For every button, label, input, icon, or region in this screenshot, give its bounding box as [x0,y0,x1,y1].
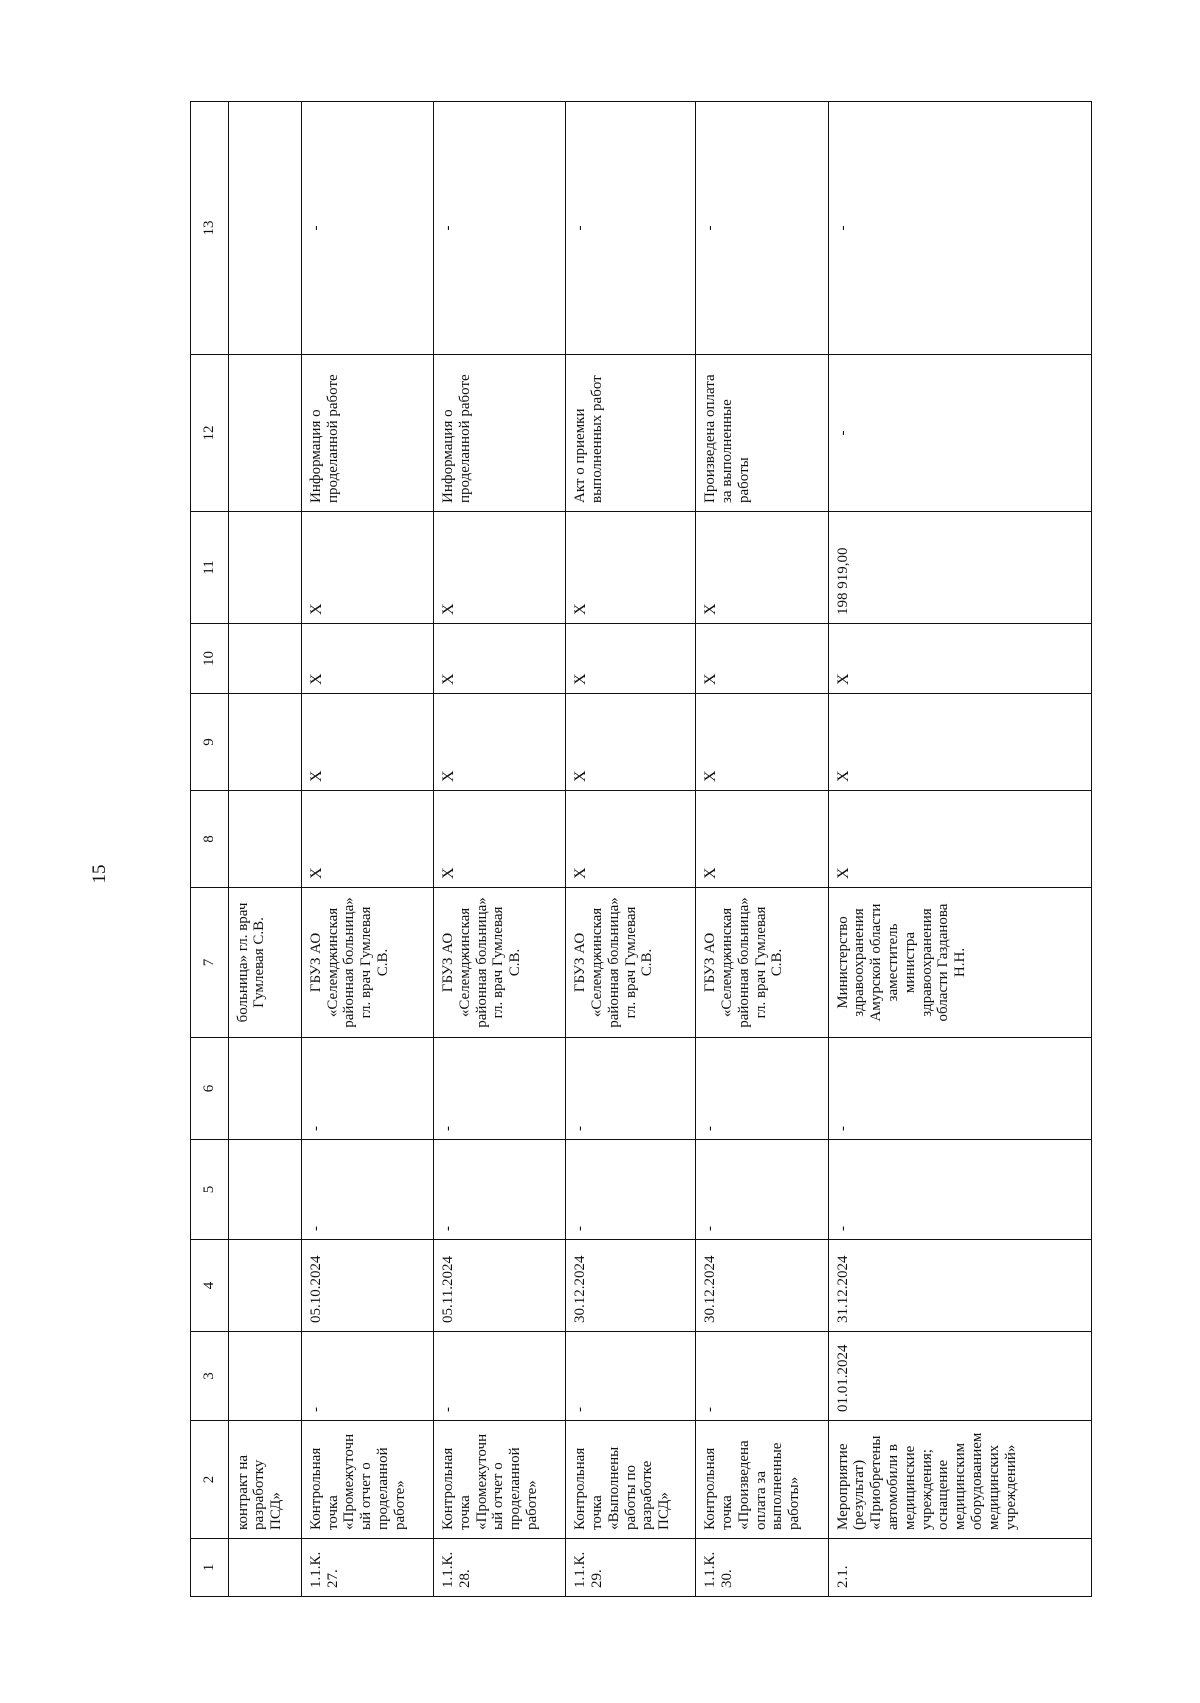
table-row [301,102,433,1597]
event-name-cell: Контрольная точка «Промежуточный отчет о проделанной работе» [433,1421,565,1539]
table-row [828,102,1091,1597]
cell-col11: X [301,512,433,624]
page-number: 15 [89,864,110,884]
cell-col8: X [696,791,828,888]
result-document-cell: - [828,355,1091,512]
cell-col11 [228,512,301,624]
result-document-cell: Информация о проделанной работе [433,355,565,512]
cell-col13 [228,102,301,355]
end-date-cell: 30.12.2024 [566,1240,696,1332]
table-row [566,102,696,1597]
end-date-cell: 30.12.2024 [696,1240,828,1332]
result-document-cell [228,355,301,512]
table-row [228,102,301,1597]
row-number-cell: 1.1.К. 29. [566,1539,696,1597]
cell-col13: - [696,102,828,355]
cell-col8: X [433,791,565,888]
start-date-cell: 01.01.2024 [828,1332,1091,1421]
end-date-cell: 05.10.2024 [301,1240,433,1332]
cell-col5 [228,1140,301,1240]
end-date-cell: 05.11.2024 [433,1240,565,1332]
responsible-cell: ГБУЗ АО «Селемджинская районная больница» гл. врач Гумлевая С.В. [566,888,696,1038]
column-number-row [191,102,229,1597]
funding-amount-cell: 198 919,00 [828,512,1091,624]
responsible-cell: ГБУЗ АО «Селемджинская районная больница» гл. врач Гумлевая С.В. [696,888,828,1038]
cell-col10 [228,624,301,694]
end-date-cell: 31.12.2024 [828,1240,1091,1332]
cell-col10: X [433,624,565,694]
responsible-cell: больница» гл. врач Гумлевая С.В. [228,888,301,1038]
cell-col5: - [828,1140,1091,1240]
result-document-cell: Акт о приемки выполненных работ [566,355,696,512]
cell-col10: X [696,624,828,694]
column-header: 6 [191,1038,229,1140]
row-number-cell: 2.1. [828,1539,1091,1597]
column-header: 2 [191,1421,229,1539]
column-header: 7 [191,888,229,1038]
start-date-cell: - [301,1332,433,1421]
row-number-cell: 1.1.К. 27. [301,1539,433,1597]
event-name-cell: Контрольная точка «Произведена оплата за выполненные работы» [696,1421,828,1539]
column-header: 12 [191,355,229,512]
cell-col9 [228,694,301,791]
result-document-cell: Произведена оплата за выполненные работы [696,355,828,512]
cell-col11: X [433,512,565,624]
cell-col9: X [433,694,565,791]
cell-col9: X [696,694,828,791]
row-number-cell: 1.1.К. 30. [696,1539,828,1597]
row-number-cell [228,1539,301,1597]
table-row [433,102,565,1597]
cell-col11: X [566,512,696,624]
result-document-cell: Информация о проделанной работе [301,355,433,512]
event-name-cell: Контрольная точка «Промежуточный отчет о проделанной работе» [301,1421,433,1539]
event-name-cell: Контрольная точка «Выполнены работы по разработке ПСД» [566,1421,696,1539]
cell-col6: - [433,1038,565,1140]
cell-col6 [228,1038,301,1140]
cell-col9: X [828,694,1091,791]
column-header: 11 [191,512,229,624]
cell-col6: - [301,1038,433,1140]
cell-col6: - [566,1038,696,1140]
column-header: 8 [191,791,229,888]
column-header: 4 [191,1240,229,1332]
start-date-cell [228,1332,301,1421]
cell-col5: - [566,1140,696,1240]
cell-col9: X [301,694,433,791]
cell-col10: X [566,624,696,694]
responsible-cell: ГБУЗ АО «Селемджинская районная больница» гл. врач Гумлевая С.В. [433,888,565,1038]
row-number-cell: 1.1.К. 28. [433,1539,565,1597]
start-date-cell: - [696,1332,828,1421]
responsible-cell: Министерство здравоохранения Амурской области заместитель министра здравоохранения области Газданова Н.Н. [828,888,1091,1038]
cell-col8: X [828,791,1091,888]
cell-col13: - [828,102,1091,355]
plan-table [190,101,1092,1597]
start-date-cell: - [566,1332,696,1421]
cell-col5: - [301,1140,433,1240]
end-date-cell [228,1240,301,1332]
column-header: 3 [191,1332,229,1421]
cell-col8: X [566,791,696,888]
responsible-cell: ГБУЗ АО «Селемджинская районная больница» гл. врач Гумлевая С.В. [301,888,433,1038]
column-header: 10 [191,624,229,694]
table-row [696,102,828,1597]
cell-col5: - [433,1140,565,1240]
start-date-cell: - [433,1332,565,1421]
cell-col6: - [696,1038,828,1140]
cell-col13: - [433,102,565,355]
cell-col13: - [301,102,433,355]
column-header: 5 [191,1140,229,1240]
column-header: 13 [191,102,229,355]
cell-col9: X [566,694,696,791]
column-header: 9 [191,694,229,791]
event-name-cell: Мероприятие (результат) «Приобретены автомобили в медицинские учреждения; оснащение медицинским оборудованием медицинских учреждений» [828,1421,1091,1539]
column-header: 1 [191,1539,229,1597]
cell-col11: X [696,512,828,624]
cell-col8 [228,791,301,888]
cell-col13: - [566,102,696,355]
cell-col5: - [696,1140,828,1240]
cell-col10: X [828,624,1091,694]
rotated-table-container [190,102,1092,1597]
cell-col8: X [301,791,433,888]
event-name-cell: контракт на разработку ПСД» [228,1421,301,1539]
cell-col6: - [828,1038,1091,1140]
cell-col10: X [301,624,433,694]
